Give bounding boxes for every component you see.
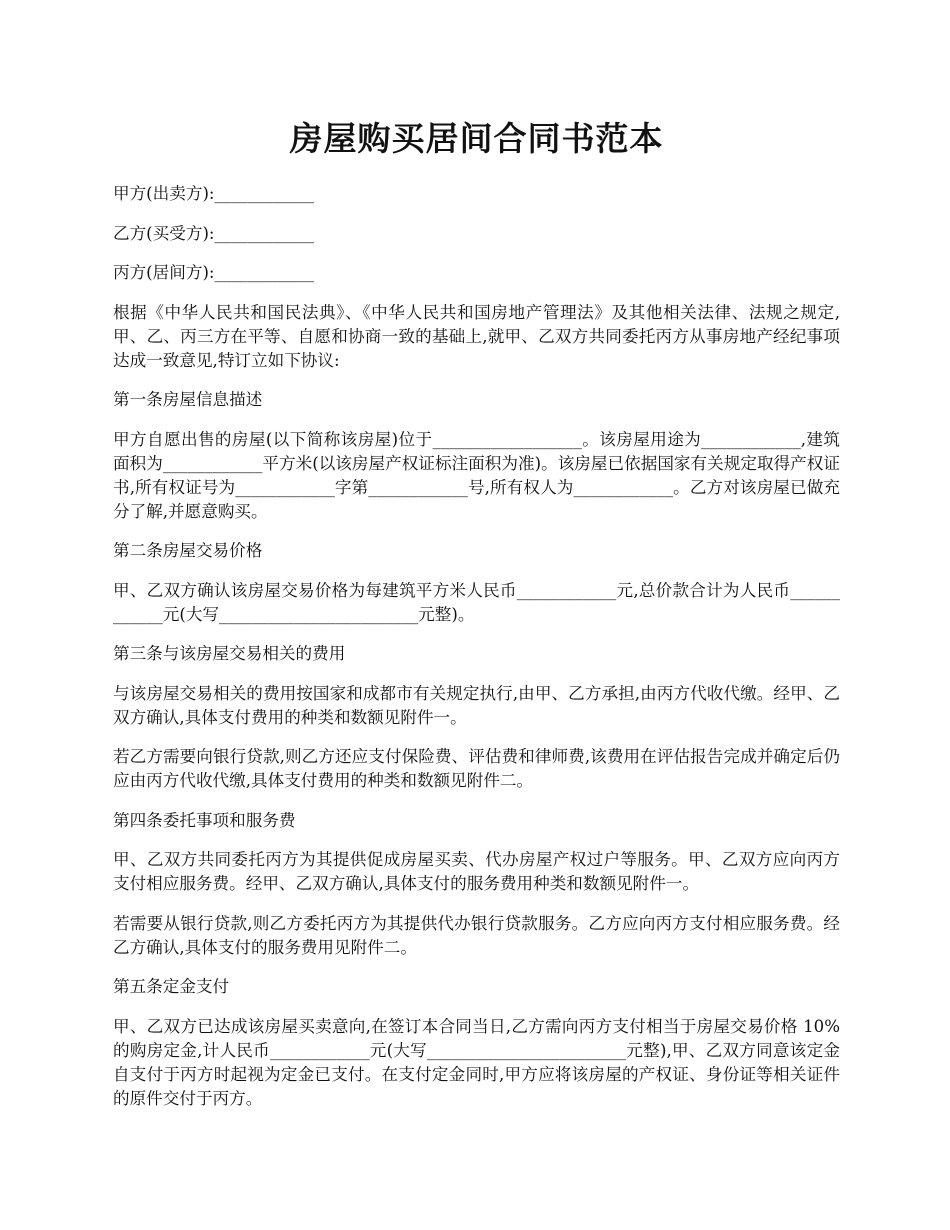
article-2-heading: 第二条房屋交易价格	[113, 541, 263, 560]
article-3-body-1: 与该房屋交易相关的费用按国家和成都市有关规定执行,由甲、乙方承担,由丙方代收代缴。经甲、乙双方确认,具体支付费用的种类和数额见附件一。	[113, 683, 840, 727]
article-3-body-2: 若乙方需要向银行贷款,则乙方还应支付保险费、评估费和律师费,该费用在评估报告完成并确定后仍应由丙方代收代缴,具体支付费用的种类和数额见附件二。	[113, 747, 840, 790]
article-4-heading: 第四条委托事项和服务费	[113, 810, 296, 830]
article-3-heading: 第三条与该房屋交易相关的费用	[113, 644, 346, 663]
document-body	[113, 182, 840, 1111]
article-1-body: 甲方自愿出售的房屋(以下简称该房屋)位于__________________。该房屋用途为____________,建筑面积为____________平方米(以该房屋产权证标注面积为准)。该房屋已依据国家有关规定取得产权证书,所有权证号为____________字第____________号,所有权人为____________。乙方对该房屋已做充分了解,并愿意购买。	[113, 429, 840, 521]
document-page	[113, 0, 840, 1126]
article-1-heading: 第一条房屋信息描述	[113, 390, 263, 409]
party-c-line: 丙方(居间方):____________	[113, 263, 315, 282]
party-b-line: 乙方(买受方):____________	[113, 223, 315, 243]
preamble-paragraph: 根据《中华人民共和国民法典》、《中华人民共和国房地产管理法》及其他相关法律、法规之规定,甲、乙、丙三方在平等、自愿和协商一致的基础上,就甲、乙双方共同委托丙方从事房地产经纪事项达成一致意见,特订立如下协议:	[113, 302, 840, 370]
document-title: 房屋购买居间合同书范本	[289, 119, 664, 158]
party-a-line: 甲方(出卖方):____________	[113, 184, 315, 203]
article-5-heading: 第五条定金支付	[113, 977, 230, 996]
article-4-body-1: 甲、乙双方共同委托丙方为其提供促成房屋买卖、代办房屋产权过户等服务。甲、乙双方应向丙方支付相应服务费。经甲、乙双方确认,具体支付的服务费用种类和数额见附件一。	[113, 850, 840, 893]
article-2-body: 甲、乙双方确认该房屋交易价格为每建筑平方米人民币____________元,总价款合计为人民币____________元(大写________________________元整)。	[113, 580, 840, 624]
article-5-body: 甲、乙双方已达成该房屋买卖意向,在签订本合同当日,乙方需向丙方支付相当于房屋交易价格 10%的购房定金,计人民币____________元(大写________________________元整),甲、乙双方同意该定金自支付于丙方时起视为定金已支付。在支付定金同时,甲方应将该房屋的产权证、身份证等相关证件的原件交付于丙方。	[113, 1016, 840, 1108]
article-4-body-2: 若需要从银行贷款,则乙方委托丙方为其提供代办银行贷款服务。乙方应向丙方支付相应服务费。经乙方确认,具体支付的服务费用见附件二。	[113, 913, 840, 957]
